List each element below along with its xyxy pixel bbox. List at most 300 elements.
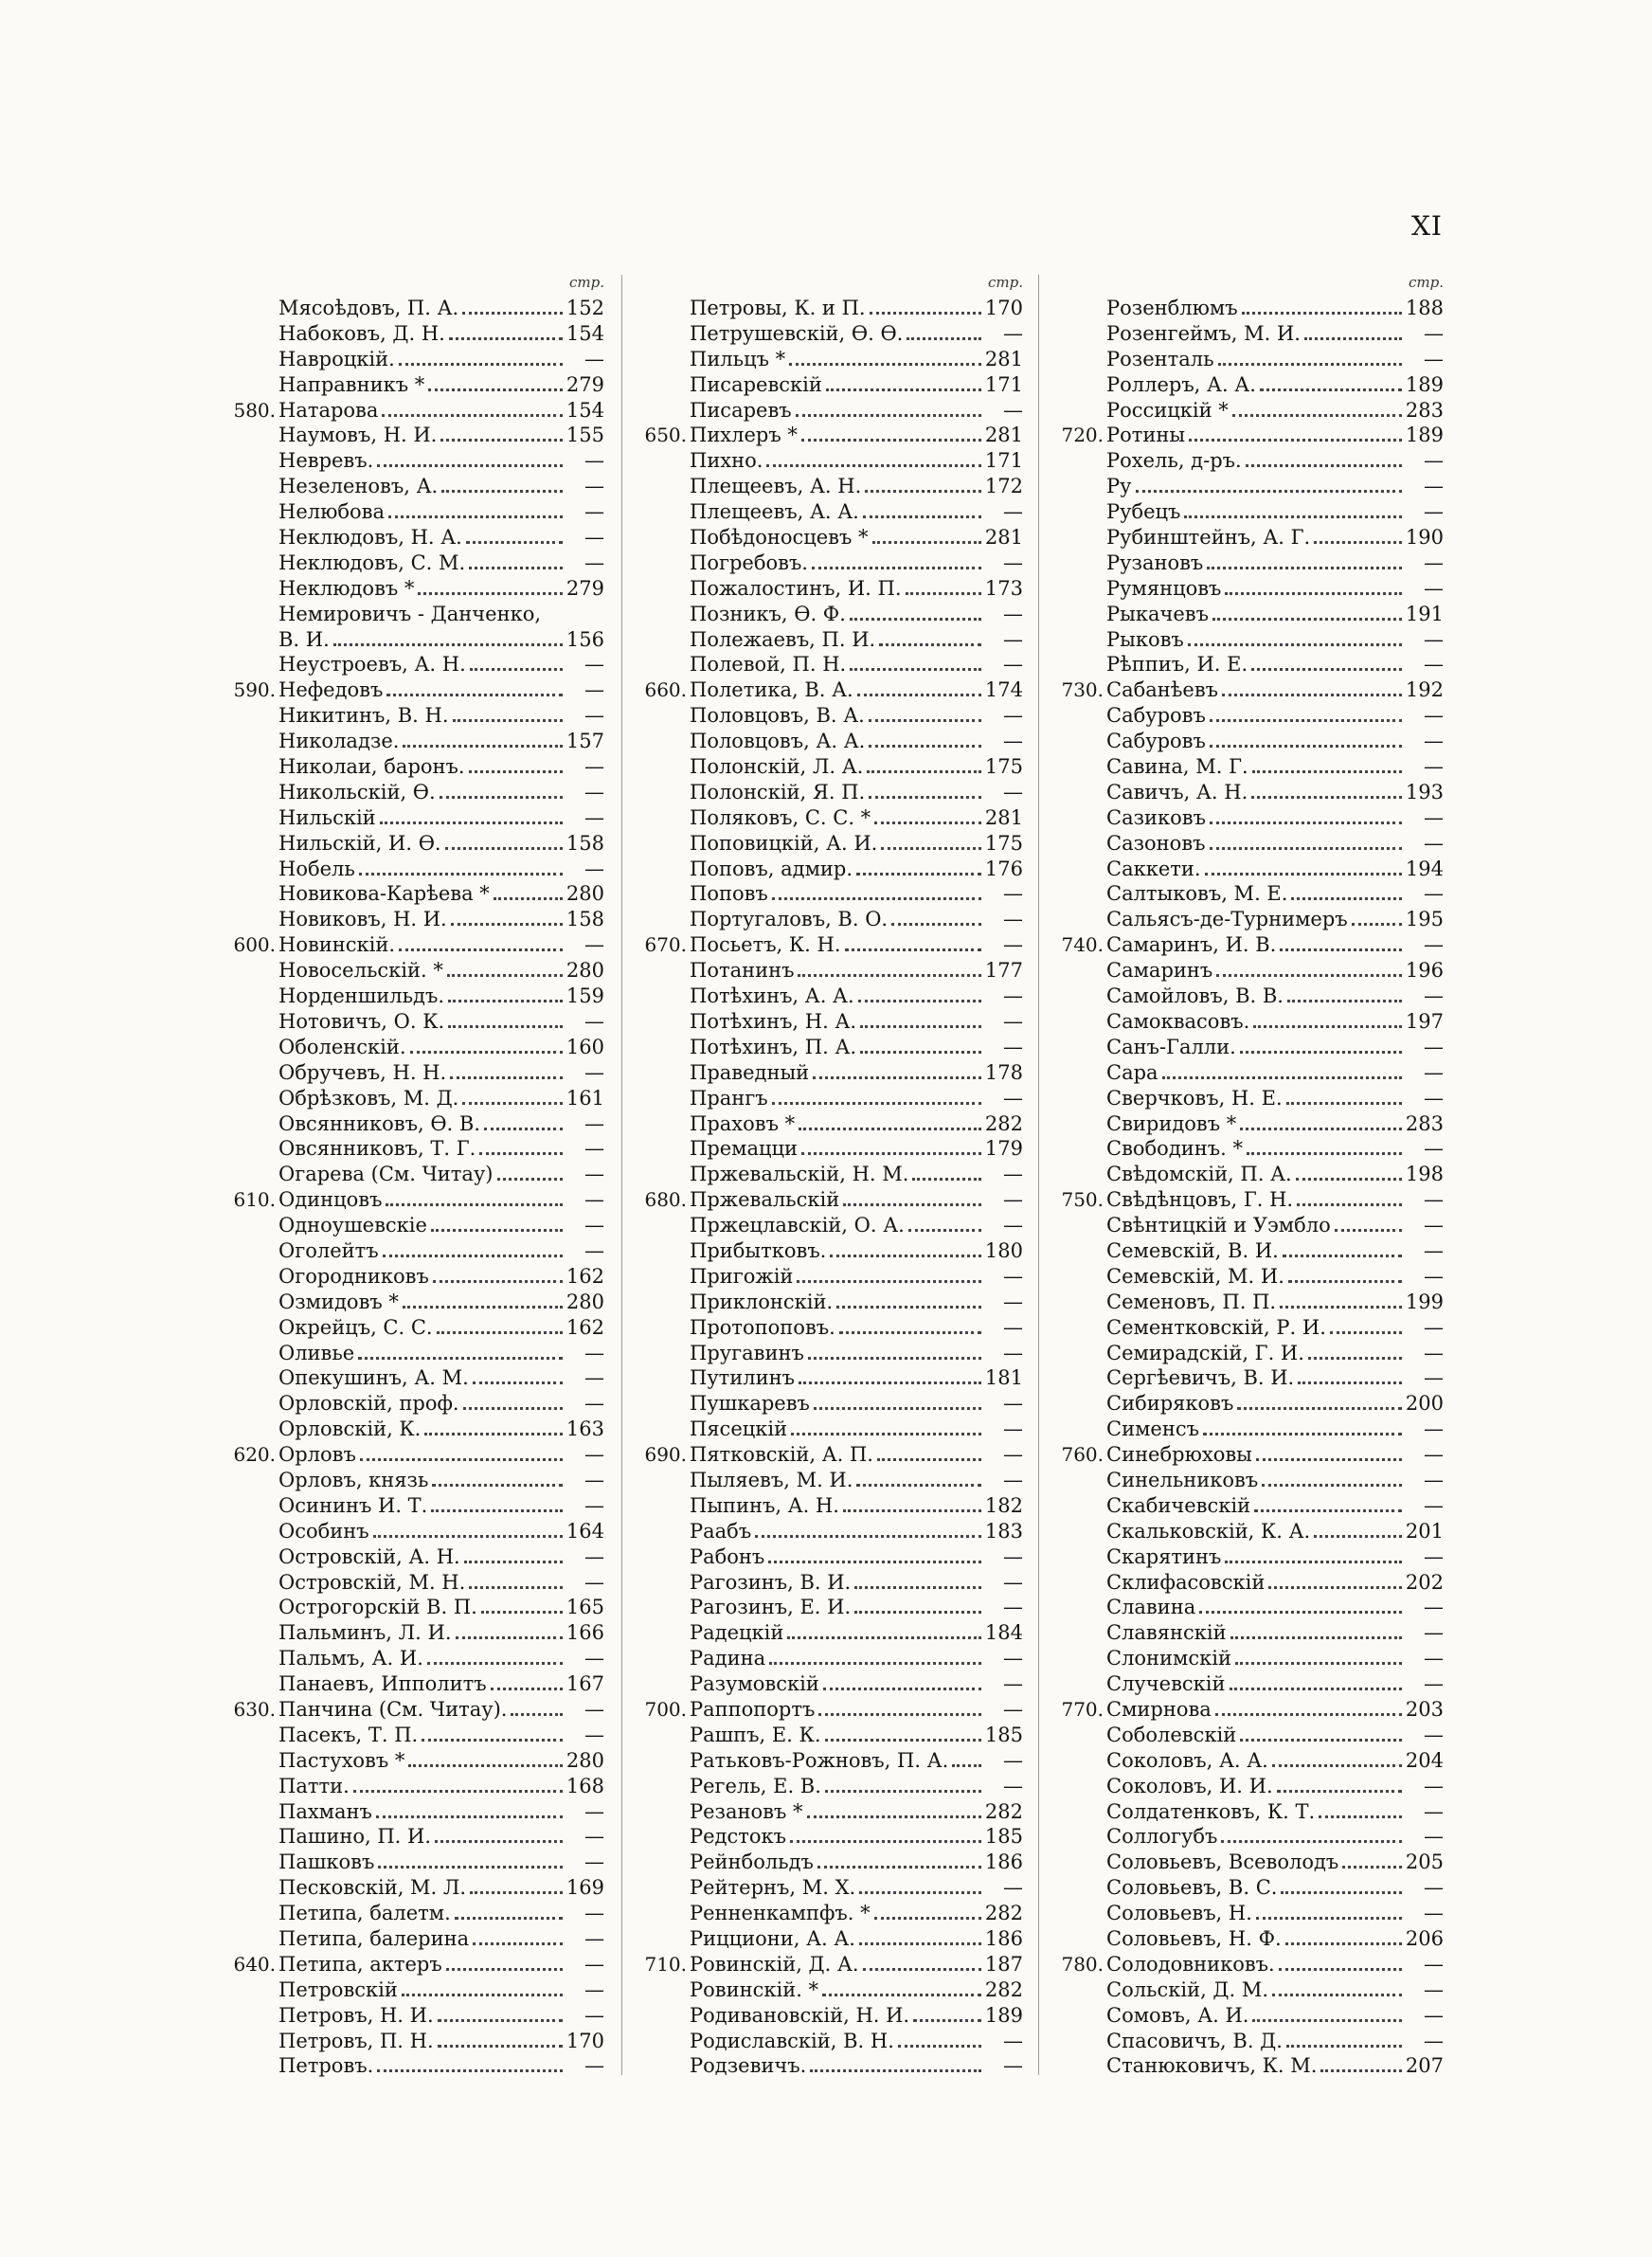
index-entry xyxy=(637,1264,1023,1290)
index-entry xyxy=(637,296,1023,321)
entry-name: Опекушинъ, А. М. xyxy=(278,1366,469,1390)
dot-leader xyxy=(797,1269,981,1283)
entry-name: Пожалостинъ, И. П. xyxy=(690,576,902,600)
dot-leader xyxy=(830,1243,981,1257)
dot-leader xyxy=(879,632,981,646)
dot-leader xyxy=(872,530,981,544)
entry-name: Полевой, П. Н. xyxy=(690,653,847,677)
index-entry xyxy=(1053,576,1444,602)
dot-leader xyxy=(812,555,981,569)
index-entry xyxy=(1053,1315,1444,1341)
entry-page: — xyxy=(1003,2054,1023,2078)
entry-page: — xyxy=(584,1163,604,1186)
entry-page: — xyxy=(1003,780,1023,803)
entry-name: Нильскiй, И. Ѳ. xyxy=(278,831,441,855)
entry-page: — xyxy=(1424,1774,1444,1797)
entry-name: Оливье xyxy=(278,1341,355,1364)
dot-leader xyxy=(839,1320,981,1334)
index-entry xyxy=(637,1952,1023,1977)
index-entry xyxy=(225,780,604,805)
page-column-header: стр. xyxy=(1409,274,1444,291)
entry-page: — xyxy=(1424,730,1444,753)
entry-page: — xyxy=(1003,1009,1023,1033)
entry-name: Ротины xyxy=(1106,424,1186,447)
entry-page: — xyxy=(584,780,604,803)
entry-page: — xyxy=(584,1570,604,1594)
dot-leader xyxy=(845,937,982,951)
entry-page: — xyxy=(584,1544,604,1568)
index-entry xyxy=(1053,984,1444,1009)
entry-page: 154 xyxy=(566,398,604,422)
entry-page: 157 xyxy=(566,730,604,753)
entry-name: Родивановскiй, Н. И. xyxy=(690,2003,910,2027)
column-divider xyxy=(1038,275,1039,2075)
index-entry xyxy=(637,551,1023,576)
entry-name: Наврoцкiй. xyxy=(278,347,395,370)
dot-leader xyxy=(1225,581,1402,595)
index-entry xyxy=(637,1290,1023,1315)
entry-page: — xyxy=(1424,1596,1444,1619)
entry-name: Незеленовъ, А. xyxy=(278,475,439,498)
index-entry xyxy=(225,1136,604,1162)
dot-leader xyxy=(1246,453,1402,467)
column-divider xyxy=(621,275,622,2075)
entry-number: 690. xyxy=(644,1443,687,1467)
entry-page: — xyxy=(584,704,604,728)
entry-page: — xyxy=(1424,1238,1444,1262)
entry-page: 171 xyxy=(984,372,1023,396)
index-entry xyxy=(637,1086,1023,1111)
entry-name: Никольскiй, Ѳ. xyxy=(278,780,436,803)
dot-leader xyxy=(433,1269,563,1283)
index-entry xyxy=(1053,1009,1444,1035)
entry-page: — xyxy=(584,1799,604,1823)
entry-page: 189 xyxy=(1405,424,1444,447)
index-entry xyxy=(637,831,1023,857)
entry-name: Норденшильдъ. xyxy=(278,984,445,1008)
entry-name: Потанинъ xyxy=(690,959,795,983)
entry-page: 175 xyxy=(984,831,1023,855)
entry-name: Рагозинъ, Е. И. xyxy=(690,1596,852,1619)
index-entry xyxy=(225,1926,604,1952)
dot-leader xyxy=(1342,1854,1402,1869)
index-entry xyxy=(225,1468,604,1493)
dot-leader xyxy=(386,682,563,696)
dot-leader xyxy=(1283,1243,1402,1257)
entry-page: — xyxy=(1424,2003,1444,2027)
entry-name: Соколовъ, И. И. xyxy=(1106,1774,1273,1797)
dot-leader xyxy=(801,1141,981,1155)
dot-leader xyxy=(1188,632,1402,646)
entry-page: — xyxy=(584,1392,604,1416)
entry-name: Премацци xyxy=(690,1137,799,1161)
index-entry xyxy=(225,1723,604,1748)
dot-leader xyxy=(1297,1192,1402,1206)
entry-name: Родзевичъ. xyxy=(690,2054,807,2078)
index-entry xyxy=(225,2003,604,2029)
index-entry xyxy=(637,347,1023,372)
dot-leader xyxy=(1335,1218,1402,1232)
index-entry xyxy=(1053,1391,1444,1417)
dot-leader xyxy=(801,427,981,442)
index-entry xyxy=(1053,423,1444,448)
index-entry xyxy=(1053,1544,1444,1570)
entry-page: — xyxy=(584,1060,604,1084)
dot-leader xyxy=(1253,1014,1402,1028)
entry-name: Соловьевъ, В. С. xyxy=(1106,1876,1278,1900)
dot-leader xyxy=(1252,2008,1402,2022)
entry-page: — xyxy=(584,347,604,370)
entry-page: — xyxy=(1424,1672,1444,1696)
index-entry xyxy=(225,1315,604,1341)
entry-page: — xyxy=(584,1952,604,1976)
index-column-2 xyxy=(637,269,1023,2079)
dot-leader xyxy=(906,581,981,595)
entry-page: — xyxy=(584,653,604,677)
entry-name: Поповицкiй, А. И. xyxy=(690,831,878,855)
dot-leader xyxy=(1136,478,1403,493)
entry-page: — xyxy=(584,475,604,498)
entry-name: Сименсъ xyxy=(1106,1417,1199,1441)
entry-name: Половцовъ, А. А. xyxy=(690,730,866,753)
dot-leader xyxy=(1256,1905,1402,1920)
entry-name: Пругавинъ xyxy=(690,1341,804,1364)
entry-page: — xyxy=(584,526,604,550)
index-entry xyxy=(637,2003,1023,2029)
dot-leader xyxy=(422,1727,563,1742)
dot-leader xyxy=(440,785,563,799)
dot-leader xyxy=(825,1727,981,1742)
dot-leader xyxy=(1308,1345,1402,1360)
entry-name: Сольскiй, Д. М. xyxy=(1106,1977,1269,2001)
index-entry xyxy=(637,1341,1023,1366)
index-entry xyxy=(637,754,1023,780)
entry-name: Свиридовъ * xyxy=(1106,1111,1237,1135)
entry-page: — xyxy=(1424,576,1444,600)
entry-number: 610. xyxy=(233,1188,276,1212)
entry-page: 178 xyxy=(984,1060,1023,1084)
entry-name: Особинъ xyxy=(278,1519,369,1543)
index-entry xyxy=(637,1875,1023,1901)
entry-name: Пржевальскiй xyxy=(690,1188,840,1212)
entry-page: 159 xyxy=(566,984,604,1008)
entry-page: — xyxy=(1003,1086,1023,1110)
entry-name: Побѣдоносцевъ * xyxy=(690,526,869,550)
dot-leader xyxy=(1296,1166,1402,1181)
dot-leader xyxy=(376,1804,563,1818)
entry-page: — xyxy=(1003,2029,1023,2052)
index-entry xyxy=(1053,1111,1444,1137)
dot-leader xyxy=(435,1829,563,1843)
entry-name: Немировичъ - Данченко, xyxy=(278,602,542,625)
entry-name: Песковскiй, М. Л. xyxy=(278,1876,467,1900)
entry-name: Редстокъ xyxy=(690,1825,786,1849)
entry-page: 182 xyxy=(984,1493,1023,1517)
dot-leader xyxy=(1225,1549,1402,1563)
entry-page: — xyxy=(584,755,604,779)
dot-leader xyxy=(470,657,563,671)
dot-leader xyxy=(1162,1065,1402,1079)
index-entry xyxy=(1053,1264,1444,1290)
index-entry xyxy=(637,652,1023,677)
entry-page: — xyxy=(1003,1188,1023,1212)
dot-leader xyxy=(789,352,981,366)
entry-name: Путилинъ xyxy=(690,1366,795,1390)
index-entry xyxy=(637,576,1023,602)
index-entry xyxy=(1053,2003,1444,2029)
index-entry xyxy=(637,1570,1023,1596)
index-entry xyxy=(225,576,604,602)
index-entry xyxy=(637,1238,1023,1264)
dot-leader xyxy=(386,1192,563,1206)
dot-leader xyxy=(353,1779,563,1793)
entry-name: Сверчковъ, Н. Е. xyxy=(1106,1086,1283,1110)
entry-page: — xyxy=(584,1902,604,1925)
entry-name: Неклюдовъ, Н. А. xyxy=(278,526,462,550)
entry-page: 196 xyxy=(1405,959,1444,983)
entry-page: — xyxy=(1003,1544,1023,1568)
entry-name: Сальясъ-де-Турнимеръ xyxy=(1106,908,1348,931)
entry-name: Сергѣевичъ, В. И. xyxy=(1106,1366,1295,1390)
index-entry xyxy=(1053,372,1444,398)
entry-name: Раабъ xyxy=(690,1519,752,1543)
entry-page: — xyxy=(584,678,604,702)
index-entry xyxy=(1053,1774,1444,1799)
entry-name: Нобель xyxy=(278,857,355,880)
index-entry xyxy=(225,1341,604,1366)
entry-name: Погребовъ. xyxy=(690,551,808,574)
entry-name: Самоквасовъ. xyxy=(1106,1009,1250,1033)
dot-leader xyxy=(469,555,563,569)
entry-page: — xyxy=(1424,1315,1444,1339)
dot-leader xyxy=(843,1192,981,1206)
index-entry xyxy=(225,729,604,754)
index-entry xyxy=(1053,1086,1444,1111)
entry-page: — xyxy=(1003,1035,1023,1058)
index-entry xyxy=(637,398,1023,424)
entry-page: 282 xyxy=(984,1902,1023,1925)
entry-name: Рыковъ xyxy=(1106,627,1184,651)
index-entry xyxy=(225,1111,604,1137)
index-entry xyxy=(637,602,1023,627)
entry-name: Пржецлавскiй, О. А. xyxy=(690,1214,905,1237)
entry-page: — xyxy=(1003,1417,1023,1441)
dot-leader xyxy=(448,1014,563,1028)
index-entry xyxy=(1053,1417,1444,1442)
dot-leader xyxy=(863,1957,981,1971)
dot-leader xyxy=(891,912,981,926)
index-entry xyxy=(1053,1570,1444,1596)
entry-page: 199 xyxy=(1405,1290,1444,1313)
entry-name: Протопоповъ. xyxy=(690,1315,835,1339)
dot-leader xyxy=(481,1599,563,1614)
dot-leader xyxy=(1262,1472,1402,1487)
entry-name: Орловскiй, К. xyxy=(278,1417,422,1441)
dot-leader xyxy=(823,1676,981,1690)
entry-name: Посьетъ, К. Н. xyxy=(690,933,841,957)
dot-leader xyxy=(865,478,981,493)
entry-page: — xyxy=(584,1697,604,1721)
dot-leader xyxy=(1254,1498,1402,1512)
entry-page: 179 xyxy=(984,1137,1023,1161)
dot-leader xyxy=(755,1524,981,1538)
index-entry xyxy=(225,347,604,372)
dot-leader xyxy=(484,1116,563,1130)
dot-leader xyxy=(1240,1039,1402,1054)
entry-name: Регель, Е. В. xyxy=(690,1774,821,1797)
entry-page: 188 xyxy=(1405,297,1444,319)
entry-page: — xyxy=(1424,1035,1444,1058)
entry-page: — xyxy=(584,1493,604,1517)
entry-name: В. И. xyxy=(278,627,330,651)
dot-leader xyxy=(494,886,563,900)
entry-name: Осининъ И. Т. xyxy=(278,1493,428,1517)
entry-page: — xyxy=(1003,551,1023,574)
dot-leader xyxy=(1230,1676,1403,1690)
dot-leader xyxy=(810,2058,981,2072)
index-entry xyxy=(225,2029,604,2054)
entry-page: 163 xyxy=(566,1417,604,1441)
entry-page: 186 xyxy=(984,1851,1023,1874)
dot-leader xyxy=(913,2008,981,2022)
index-entry xyxy=(637,1493,1023,1519)
index-entry xyxy=(225,932,604,958)
entry-page: — xyxy=(1424,1060,1444,1084)
index-entry xyxy=(1053,1824,1444,1850)
entry-page: 162 xyxy=(566,1315,604,1339)
entry-name: Орловскiй, проф. xyxy=(278,1392,459,1416)
entry-page: — xyxy=(1424,1264,1444,1288)
dot-leader xyxy=(432,1472,563,1487)
entry-name: Рейнбольдъ xyxy=(690,1851,814,1874)
index-entry xyxy=(1053,1901,1444,1926)
index-entry xyxy=(1053,2053,1444,2079)
entry-page: — xyxy=(1003,500,1023,524)
index-entry xyxy=(1053,296,1444,321)
index-entry xyxy=(225,831,604,857)
entry-name: Рѣппиъ, И. Е. xyxy=(1106,653,1248,677)
entry-page: — xyxy=(1003,602,1023,625)
entry-name: Рицциони, А. А. xyxy=(690,1927,855,1950)
entry-name: Рубинштейнъ, А. Г. xyxy=(1106,526,1311,550)
index-entry xyxy=(637,857,1023,882)
dot-leader xyxy=(358,1345,563,1360)
dot-leader xyxy=(1203,1421,1402,1435)
dot-leader xyxy=(1352,912,1402,926)
index-entry xyxy=(1053,1850,1444,1875)
index-entry xyxy=(637,1417,1023,1442)
index-entries xyxy=(225,296,604,2079)
entry-page: 183 xyxy=(984,1519,1023,1543)
entry-name: Соловьевъ, Н. Ф. xyxy=(1106,1927,1282,1950)
dot-leader xyxy=(451,912,563,926)
entry-page: — xyxy=(1424,1493,1444,1517)
index-entry xyxy=(225,1391,604,1417)
entry-page: 186 xyxy=(984,1927,1023,1950)
entry-page: — xyxy=(1424,653,1444,677)
entry-name: Синебрюховы xyxy=(1106,1443,1252,1467)
index-entry xyxy=(225,703,604,729)
index-entry xyxy=(225,652,604,677)
index-entry xyxy=(1053,1799,1444,1825)
index-entry xyxy=(637,1799,1023,1825)
entry-number: 730. xyxy=(1061,678,1104,702)
index-entry xyxy=(1053,1162,1444,1187)
entry-name: Сара xyxy=(1106,1060,1158,1084)
entry-name: Пальмъ, А. И. xyxy=(278,1647,423,1670)
entry-name: Розенталь xyxy=(1106,347,1214,370)
entry-name: Розенблюмъ xyxy=(1106,297,1238,319)
entry-name: Петипа, балетм. xyxy=(278,1902,451,1925)
entry-page: 192 xyxy=(1405,678,1444,702)
index-entry xyxy=(637,321,1023,347)
entry-name: Орловъ, князь xyxy=(278,1468,429,1491)
dot-leader xyxy=(1240,1727,1402,1742)
entry-page: 169 xyxy=(566,1876,604,1900)
index-entry xyxy=(225,1213,604,1238)
entry-page: 280 xyxy=(566,882,604,906)
entry-page: 154 xyxy=(566,321,604,345)
entry-page: 279 xyxy=(566,576,604,600)
dot-leader xyxy=(1298,1370,1402,1384)
dot-leader xyxy=(408,1753,562,1767)
dot-leader xyxy=(860,1039,981,1054)
dot-leader xyxy=(1314,530,1402,544)
entry-name: Радецкiй xyxy=(690,1621,784,1645)
entry-number: 770. xyxy=(1061,1697,1104,1721)
entry-page: 281 xyxy=(984,805,1023,829)
index-entries xyxy=(637,296,1023,2079)
dot-leader xyxy=(447,963,563,977)
entry-name: Оголейтъ xyxy=(278,1238,379,1262)
index-entry xyxy=(225,1646,604,1671)
dot-leader xyxy=(438,2008,563,2022)
entry-name: Овсянниковъ, Ѳ. В. xyxy=(278,1111,481,1135)
dot-leader xyxy=(1285,1931,1402,1945)
index-entry xyxy=(225,958,604,984)
dot-leader xyxy=(952,1753,981,1767)
entry-name: Поляковъ, С. С. * xyxy=(690,805,871,829)
dot-leader xyxy=(373,1524,563,1538)
entry-number: 780. xyxy=(1061,1952,1104,1976)
entry-name: Пушкаревъ xyxy=(690,1392,810,1416)
entry-name: Рыкачевъ xyxy=(1106,602,1209,625)
entry-page: 181 xyxy=(984,1366,1023,1390)
index-entry xyxy=(225,1238,604,1264)
dot-leader xyxy=(1314,1524,1402,1538)
entry-name: Случевскiй xyxy=(1106,1672,1226,1696)
index-entry xyxy=(637,423,1023,448)
entry-name: Николадзе. xyxy=(278,730,400,753)
entry-page: 198 xyxy=(1405,1163,1444,1186)
index-entry xyxy=(1053,1341,1444,1366)
entry-page: — xyxy=(1003,1748,1023,1772)
index-entry xyxy=(225,551,604,576)
dot-leader xyxy=(772,886,981,900)
entry-page: — xyxy=(1424,449,1444,473)
dot-leader xyxy=(1286,2033,1402,2048)
entry-page: 281 xyxy=(984,424,1023,447)
dot-leader xyxy=(1272,1982,1402,1996)
entry-page: — xyxy=(1003,704,1023,728)
entry-page: — xyxy=(584,1443,604,1467)
index-entry xyxy=(637,1620,1023,1646)
dot-leader xyxy=(1330,1320,1402,1334)
entry-name: Полонскiй, Л. А. xyxy=(690,755,864,779)
entry-name: Савина, М. Г. xyxy=(1106,755,1248,779)
dot-leader xyxy=(378,1854,563,1869)
dot-leader xyxy=(448,988,563,1002)
